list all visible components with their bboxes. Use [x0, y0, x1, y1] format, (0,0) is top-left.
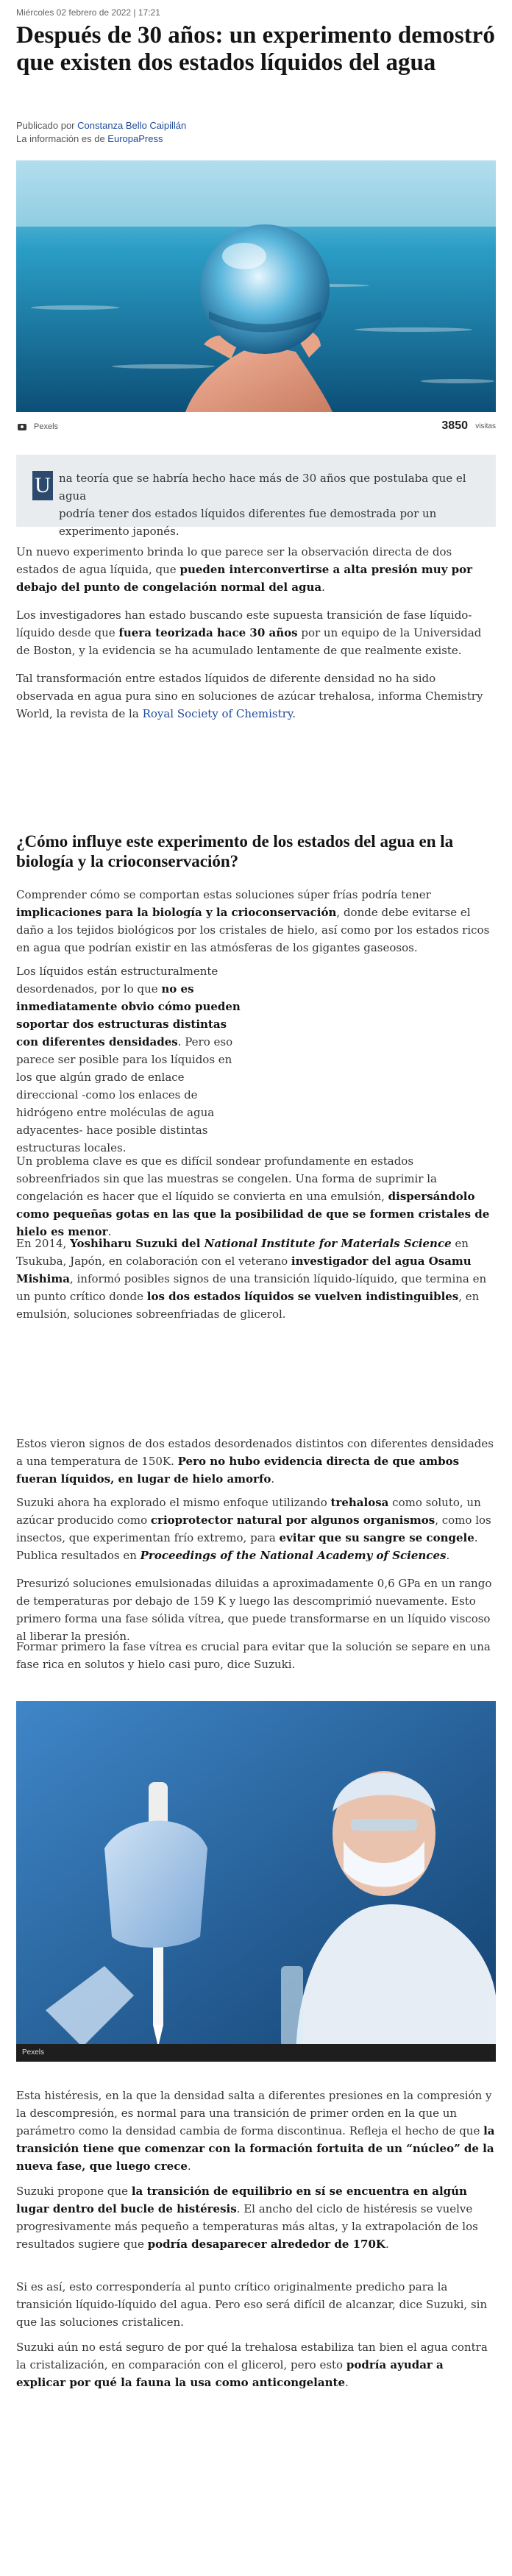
lab-image: [16, 1701, 496, 2062]
article-title: Después de 30 años: un experimento demostró que existen dos estados líquidos del agua: [16, 22, 495, 76]
drop-cap: U: [32, 471, 53, 500]
paragraph-1: Un nuevo experimento brinda lo que parece ser la observación directa de dos estados de agua líquida, que pueden interconvertirse a alta presión muy por debajo del punto de congelación normal del agua.: [16, 545, 473, 594]
publish-date: Miércoles 02 febrero de 2022 | 17:21: [16, 7, 160, 18]
paragraph-10: Presurizó soluciones emulsionadas diluidas a aproximadamente 0,6 GPa en un rango de temperaturas por debajo de 159 K y luego las descomprimió nuevamente. Esto primero forma una fase sólida vítrea, que puede transformarse en un líquido viscoso al liberar la presión.: [16, 1577, 492, 1643]
photo-credit: Pexels: [34, 422, 59, 431]
views-count: 3850: [441, 419, 468, 432]
source-link[interactable]: EuropaPress: [107, 133, 163, 144]
scientist-pipette-photo: [16, 1701, 496, 2062]
article-summary: [16, 455, 496, 538]
paragraph-13: Esta histéresis, en la que la densidad salta a diferentes presiones en la compresión y la descompresión, es normal para una transición de primer orden en la que un parámetro como la densidad cambia de forma discontinua. Refleja el hecho de que la transición tiene que comenzar con la formación fortuita de un “núcleo” de la nueva fase, que luego crece.: [16, 2089, 495, 2173]
hero-image: [16, 160, 496, 412]
paragraph-11: Formar primero la fase vítrea es crucial para evitar que la solución se separe en una fase rica en solutos y hielo casi puro, dice Suzuki.: [16, 1640, 491, 1671]
paragraph-3: Tal transformación entre estados líquidos de diferente densidad no ha sido observada en agua pura sino en soluciones de azúcar trehalosa, informa Chemistry World, la revista de la Royal Society of Chemistry.: [16, 672, 483, 720]
author-link[interactable]: Constanza Bello Caipillán: [77, 120, 187, 131]
crystal-ball-photo: [16, 160, 496, 412]
source-line: La información es de EuropaPress: [16, 133, 163, 144]
paragraph-9: Suzuki ahora ha explorado el mismo enfoque utilizando trehalosa como soluto, un azúcar producido como crioprotector natural por algunos organismos, como los insectos, que experimentan frío extremo, para evitar que su sangre se congele. Publica resultados en Proceedings of the National Academy of Sciences.: [16, 1496, 491, 1562]
author-line: Publicado por Constanza Bello Caipillán: [16, 120, 187, 131]
summary-text: na teoría que se habría hecho hace más de 30 años que postulaba que el agua podría tener dos estados líquidos diferentes fue demostrada por un experimento japonés.: [59, 472, 466, 538]
byline: [16, 119, 186, 146]
paragraph-8: Estos vieron signos de dos estados desordenados distintos con diferentes densidades a una temperatura de 150K. Pero no hubo evidencia directa de que ambos fueran líquidos, en lugar de hielo amorfo.: [16, 1437, 494, 1486]
rsc-link[interactable]: Royal Society of Chemistry: [142, 707, 293, 720]
camera-icon: [18, 424, 26, 430]
paragraph-7: En 2014, Yoshiharu Suzuki del National Institute for Materials Science en Tsukuba, Japón, en colaboración con el veterano investigador del agua Osamu Mishima, informó posibles signos de una transición líquido-líquido, que termina en un punto crítico donde los dos estados líquidos se vuelven indistinguibles, en emulsión, soluciones sobreenfriadas de glicerol.: [16, 1237, 487, 1321]
paragraph-4: Comprender cómo se comportan estas soluciones súper frías podría tener implicaciones para la biología y la crioconservación, donde debe evitarse el daño a los tejidos biológicos por los cristales de hielo, así como por los estados ricos en agua que podrían existir en las atmósferas de los gigantes gaseosos.: [16, 888, 490, 954]
paragraph-6: Un problema clave es que es difícil sondear profundamente en estados sobreenfriados sin que las muestras se congelen. Una forma de suprimir la congelación es hacer que el líquido se convierta en una emulsión, dispersándolo como pequeñas gotas en las que la posibilidad de que se formen cristales de hielo es menor.: [16, 1154, 490, 1238]
paragraph-16: Suzuki aún no está seguro de por qué la trehalosa estabiliza tan bien el agua contra la cristalización, en comparación con el glicerol, pero esto podría ayudar a explicar por qué la fauna la usa como anticongelante.: [16, 2341, 488, 2389]
section-heading: ¿Cómo influye este experimento de los estados del agua en la biología y la crioconservación?: [16, 832, 454, 870]
lab-image-caption: Pexels: [16, 2044, 496, 2062]
paragraph-14: Suzuki propone que la transición de equilibrio en sí se encuentra en algún lugar dentro del bucle de histéresis. El ancho del ciclo de histéresis se vuelve progresivamente más pequeño a temperaturas más altas, y la extrapolación de los resultados sugiere que podría desaparecer alrededor de 170K.: [16, 2185, 478, 2251]
paragraph-15: Si es así, esto correspondería al punto crítico originalmente predicho para la transición líquido-líquido del agua. Pero eso será difícil de alcanzar, dice Suzuki, sin que las soluciones cristalicen.: [16, 2280, 488, 2329]
paragraph-2: Los investigadores han estado buscando este supuesta transición de fase líquido-líquido desde que fuera teorizada hace 30 años por un equipo de la Universidad de Boston, y la evidencia se ha acumulado lentamente de que realmente existe.: [16, 608, 482, 657]
views-label: visitas: [475, 422, 496, 430]
hero-credit-bar: [16, 416, 496, 439]
paragraph-5: Los líquidos están estructuralmente desordenados, por lo que no es inmediatamente obvio cómo pueden soportar dos estructuras distintas con diferentes densidades. Pero eso parece ser posible para los líquidos en los que algún grado de enlace direccional -como los enlaces de hidrógeno entre moléculas de agua adyacentes- hace posible distintas estructuras locales.: [16, 965, 241, 1154]
